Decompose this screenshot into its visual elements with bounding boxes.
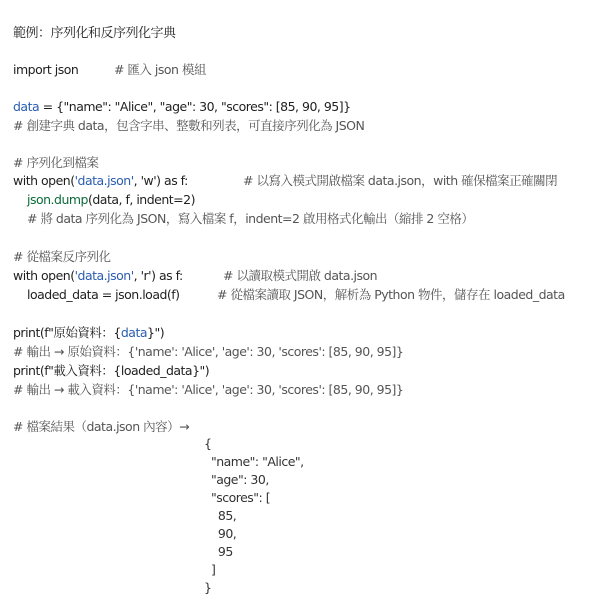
json-line-score-1: 85, (204, 508, 237, 523)
json-dump-arguments: (data, f, indent=2) (88, 192, 195, 207)
with-open-read-comment: # 以讀取模式開啟 data.json (223, 268, 378, 283)
json-line-score-3: 95 (204, 544, 233, 559)
print-original-prefix: print(f"原始資料：{ (13, 325, 121, 340)
page-title: 範例：序列化和反序列化字典 (13, 26, 176, 41)
json-dump-line (27, 192, 195, 208)
data-value: = {"name": "Alice", "age": 30, "scores": [85, 90, 95]} (39, 99, 351, 114)
json-line-name: "name": "Alice", (204, 454, 304, 469)
json-line-close-bracket: ] (204, 562, 216, 577)
print-loaded-line: print(f"載入資料：{loaded_data}") (13, 363, 210, 378)
json-load-line (27, 287, 565, 303)
json-load-code: loaded_data = json.load(f) (27, 287, 180, 302)
json-line-scores: "scores": [ (204, 490, 271, 505)
with-open-read-suffix: , 'r') as f: (133, 268, 183, 283)
with-open-read-line (13, 268, 378, 284)
with-open-write-line (13, 173, 558, 189)
with-open-read-prefix: with open( (13, 268, 75, 283)
json-line-open-brace: { (204, 436, 212, 451)
import-statement: import json (13, 62, 79, 77)
json-load-comment: # 從檔案讀取 JSON，解析為 Python 物件，儲存在 loaded_data (217, 287, 565, 302)
with-open-write-filename: 'data.json' (74, 173, 134, 188)
data-variable: data (13, 99, 40, 114)
print-original-output-comment: # 輸出 → 原始資料：{'name': 'Alice', 'age': 30, 'scores': [85, 90, 95]} (13, 344, 404, 359)
json-line-age: "age": 30, (204, 472, 269, 487)
with-open-write-prefix: with open( (13, 173, 75, 188)
data-comment: # 創建字典 data，包含字串、整數和列表，可直接序列化為 JSON (13, 118, 365, 133)
json-dump-function: json.dump (27, 192, 88, 207)
with-open-write-suffix: , 'w') as f: (133, 173, 188, 188)
json-line-score-2: 90, (204, 526, 237, 541)
with-open-read-filename: 'data.json' (74, 268, 134, 283)
deserialize-heading-comment: # 從檔案反序列化 (13, 249, 111, 264)
print-original-suffix: }") (147, 325, 165, 340)
json-dump-comment: # 將 data 序列化為 JSON，寫入檔案 f，indent=2 啟用格式化輸出（縮排 2 空格） (27, 211, 474, 226)
serialize-heading-comment: # 序列化到檔案 (13, 155, 99, 170)
print-loaded-output-comment: # 輸出 → 載入資料：{'name': 'Alice', 'age': 30, 'scores': [85, 90, 95]} (13, 382, 404, 397)
import-line (13, 62, 206, 78)
with-open-write-comment: # 以寫入模式開啟檔案 data.json，with 確保檔案正確關閉 (243, 173, 558, 188)
file-result-comment: # 檔案結果（data.json 內容）→ (13, 419, 190, 434)
data-assignment-line (13, 99, 351, 115)
import-comment: # 匯入 json 模組 (114, 62, 206, 77)
print-original-variable: data (120, 325, 148, 340)
json-line-close-brace: } (204, 580, 212, 595)
print-original-line (13, 325, 164, 341)
